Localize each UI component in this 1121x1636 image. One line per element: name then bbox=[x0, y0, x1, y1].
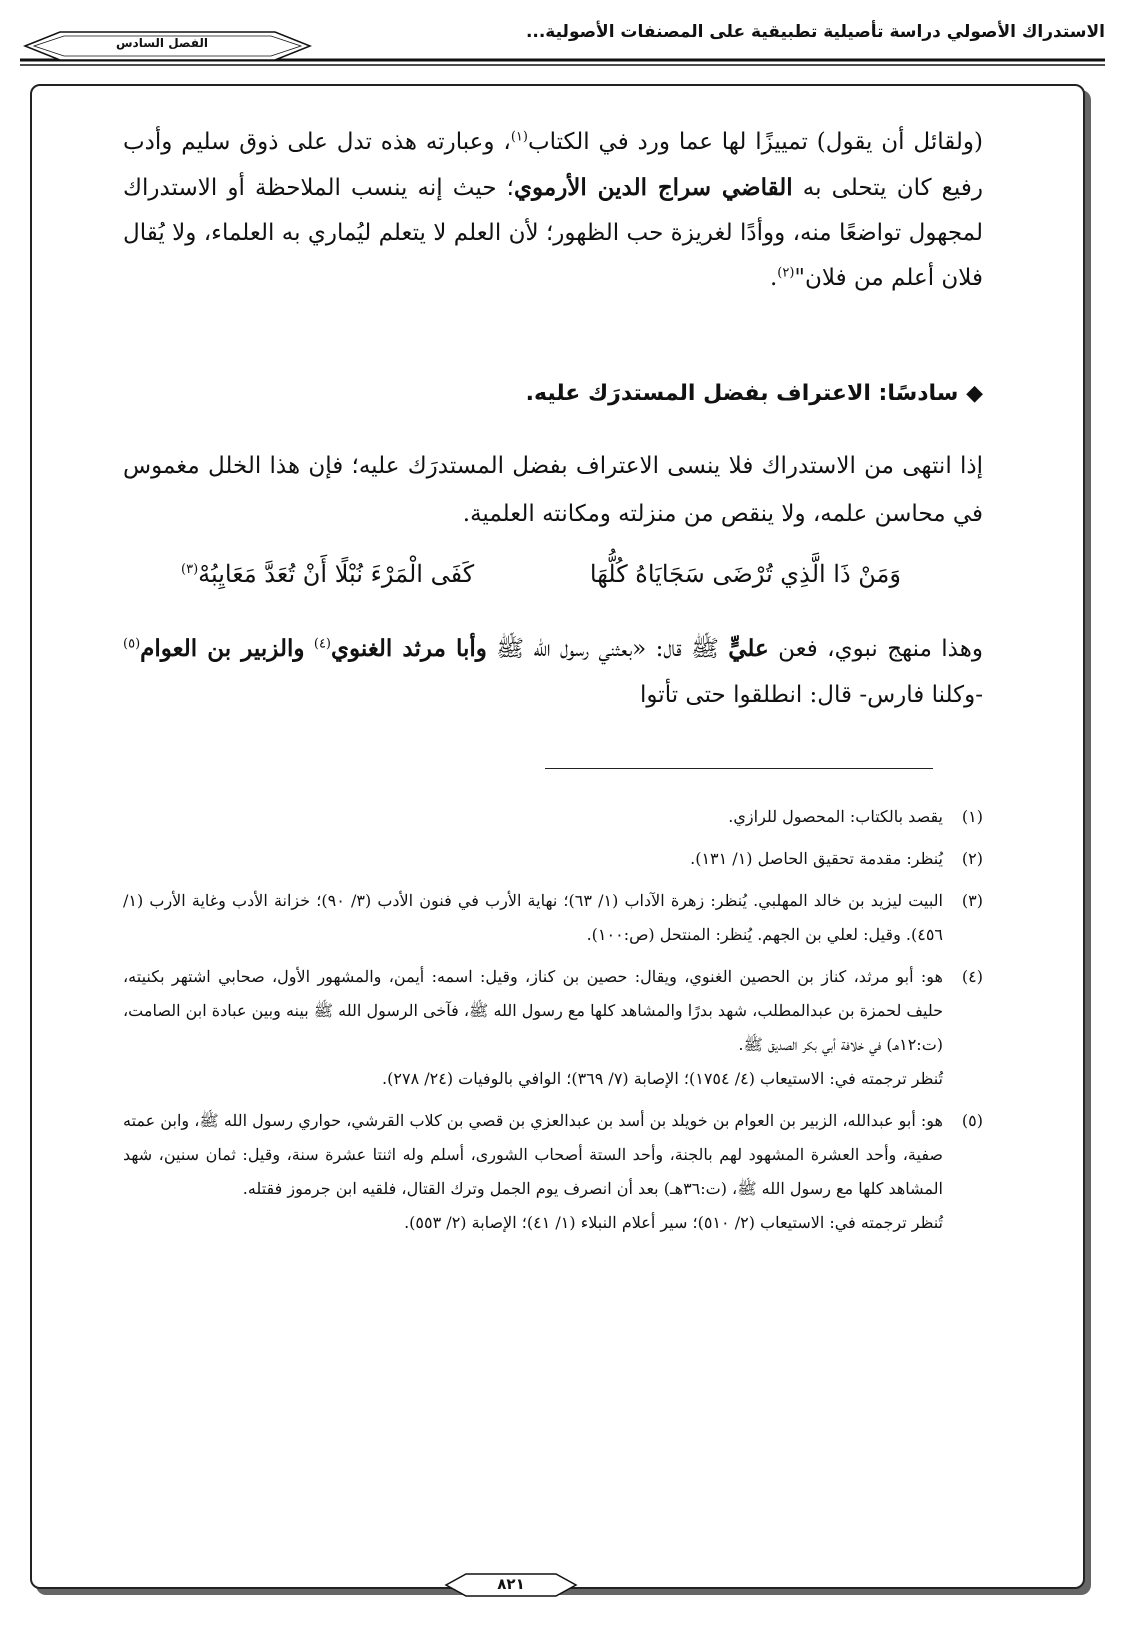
footnote-body bbox=[123, 884, 943, 952]
paragraph-3 bbox=[123, 626, 983, 718]
footnote-body bbox=[123, 800, 943, 834]
page-number: ٨٢١ bbox=[497, 1575, 525, 1593]
footnote-body bbox=[123, 960, 943, 1096]
p3-text-c bbox=[304, 636, 313, 662]
footnote-body bbox=[123, 842, 943, 876]
footnote-number: (١) bbox=[961, 807, 983, 826]
footnote-ref-1[interactable]: (١) bbox=[510, 129, 528, 145]
footnote-line: تُنظر ترجمته في: الاستيعاب (٤/ ١٧٥٤)؛ الإصابة (٧/ ٣٦٩)؛ الوافي بالوفيات (٢٤/ ٢٧٨). bbox=[382, 1069, 943, 1088]
footnote-line: البيت ليزيد بن خالد المهلبي. يُنظر: زهرة الآداب (١/ ٦٣)؛ نهاية الأرب في فنون الأدب (٣/ ٩٠)؛ خزانة الأدب وغاية الأرب (١/ ٤٥٦). وقيل: لعلي بن الجهم. يُنظر: المنتحل (ص:١٠٠). bbox=[123, 891, 943, 944]
footnote-1 bbox=[123, 800, 983, 834]
p2-text: إذا انتهى من الاستدراك فلا ينسى الاعتراف بفضل المستدرَك عليه؛ فإن هذا الخلل مغموس في محاسن علمه، ولا ينقص من منزلته ومكانته العلمية. bbox=[123, 453, 983, 527]
running-title: الاستدراك الأصولي دراسة تأصيلية تطبيقية على المصنفات الأصولية... bbox=[525, 22, 1105, 42]
footnote-number: (٢) bbox=[961, 849, 983, 868]
p3-bold-abu-marthad: وأبا مرثد الغنوي bbox=[331, 635, 487, 662]
footnote-3 bbox=[123, 884, 983, 952]
footnote-line: يقصد بالكتاب: المحصول للرازي. bbox=[728, 807, 943, 826]
footnote-ref-5[interactable]: (٥) bbox=[123, 636, 141, 652]
p1-text-c: ؛ حيث إنه ينسب الملاحظة أو الاستدراك لمجهول تواضعًا منه، ووأدًا لغريزة حب الظهور؛ لأن العلم لا يتعلم ليُماري به العلماء، ولا يُقال فلان أعلم من فلان" bbox=[123, 175, 983, 291]
section-heading: ◆ سادسًا: الاعتراف بفضل المستدرَك عليه. bbox=[525, 381, 983, 406]
poem-second-hemistich-wrap bbox=[181, 550, 474, 598]
footnote-line: هو: أبو عبدالله، الزبير بن العوام بن خويلد بن أسد بن عبدالعزي بن قصي بن كلاب القرشي، حواري رسول الله ﷺ، وابن عمته صفية، وأحد العشرة المشهود لهم بالجنة، وأحد الستة أصحاب الشورى، أسلم وله اثنتا عشرة سنة، وقيل: ثمان سنين، شهد المشاهد كلها مع رسول الله ﷺ، (ت:٣٦هـ) بعد أن انصرف يوم الجمل وترك القتال، فلقيه ابن جرموز فقتله. bbox=[123, 1111, 943, 1198]
footnote-ref-4[interactable]: (٤) bbox=[313, 636, 331, 652]
footnote-separator bbox=[545, 768, 933, 769]
footnote-number: (٤) bbox=[961, 967, 983, 986]
footnote-2 bbox=[123, 842, 983, 876]
footnote-4 bbox=[123, 960, 983, 1096]
chapter-label: الفصل السادس bbox=[115, 36, 209, 50]
p1-text-a: (ولقائل أن يقول) تمييزًا لها عما ورد في الكتاب bbox=[527, 129, 983, 155]
p3-text-a: وهذا منهج نبوي، فعن bbox=[768, 636, 983, 662]
poem-first-hemistich: وَمَنْ ذَا الَّذِي تُرْضَى سَجَايَاهُ كُلُّهَا bbox=[589, 560, 901, 588]
footnote-line: تُنظر ترجمته في: الاستيعاب (٢/ ٥١٠)؛ سير أعلام النبلاء (١/ ٤١)؛ الإصابة (٢/ ٥٥٣). bbox=[404, 1213, 943, 1232]
page-number-badge bbox=[442, 1570, 580, 1600]
poem-second-hemistich: كَفَى الْمَرْءَ نُبْلًا أَنْ تُعَدَّ مَعَايِبُهْ bbox=[198, 560, 475, 588]
footnote-number: (٣) bbox=[961, 891, 983, 910]
footnote-number: (٥) bbox=[961, 1111, 983, 1130]
paragraph-2 bbox=[123, 442, 983, 538]
p1-text-b: ، وعبارته هذه تدل على ذوق سليم وأدب رفيع كان يتحلى به bbox=[123, 129, 983, 201]
p1-end: . bbox=[769, 265, 778, 291]
poem-verse bbox=[181, 550, 901, 598]
footnote-ref-2[interactable]: (٢) bbox=[777, 265, 795, 281]
footnotes bbox=[123, 800, 983, 1248]
footnote-5 bbox=[123, 1104, 983, 1240]
p1-bold-name: القاضي سراج الدين الأرموي bbox=[513, 174, 793, 201]
footnote-line: يُنظر: مقدمة تحقيق الحاصل (١/ ١٣١). bbox=[690, 849, 943, 868]
footnote-ref-3[interactable]: (٣) bbox=[181, 562, 199, 577]
page-header bbox=[20, 8, 1105, 66]
p3-bold-ali: عليٍّ bbox=[728, 635, 769, 662]
footnote-body bbox=[123, 1104, 943, 1240]
footnote-line: هو: أبو مرثد، كناز بن الحصين الغنوي، ويقال: حصين بن كناز، وقيل: اسمه: أيمن، والمشهور الأول، صحابي اشتهر بكنيته، حليف لحمزة بن عبدالمطلب، شهد بدرًا والمشاهد كلها مع رسول الله ﷺ، فآخى الرسول الله ﷺ بينه وبين عبادة ابن الصامت، (ت:١٢هـ) في خلافة أبي بكر الصديق ﷺ. bbox=[123, 967, 943, 1054]
paragraph-1 bbox=[123, 120, 983, 301]
p3-text-d: -وكلنا فارس- قال: انطلقوا حتى تأتوا bbox=[640, 682, 983, 708]
p3-bold-zubair: والزبير بن العوام bbox=[140, 635, 305, 662]
p3-text-b: ﷺ قال: «بعثني رسول الله ﷺ bbox=[486, 636, 729, 662]
